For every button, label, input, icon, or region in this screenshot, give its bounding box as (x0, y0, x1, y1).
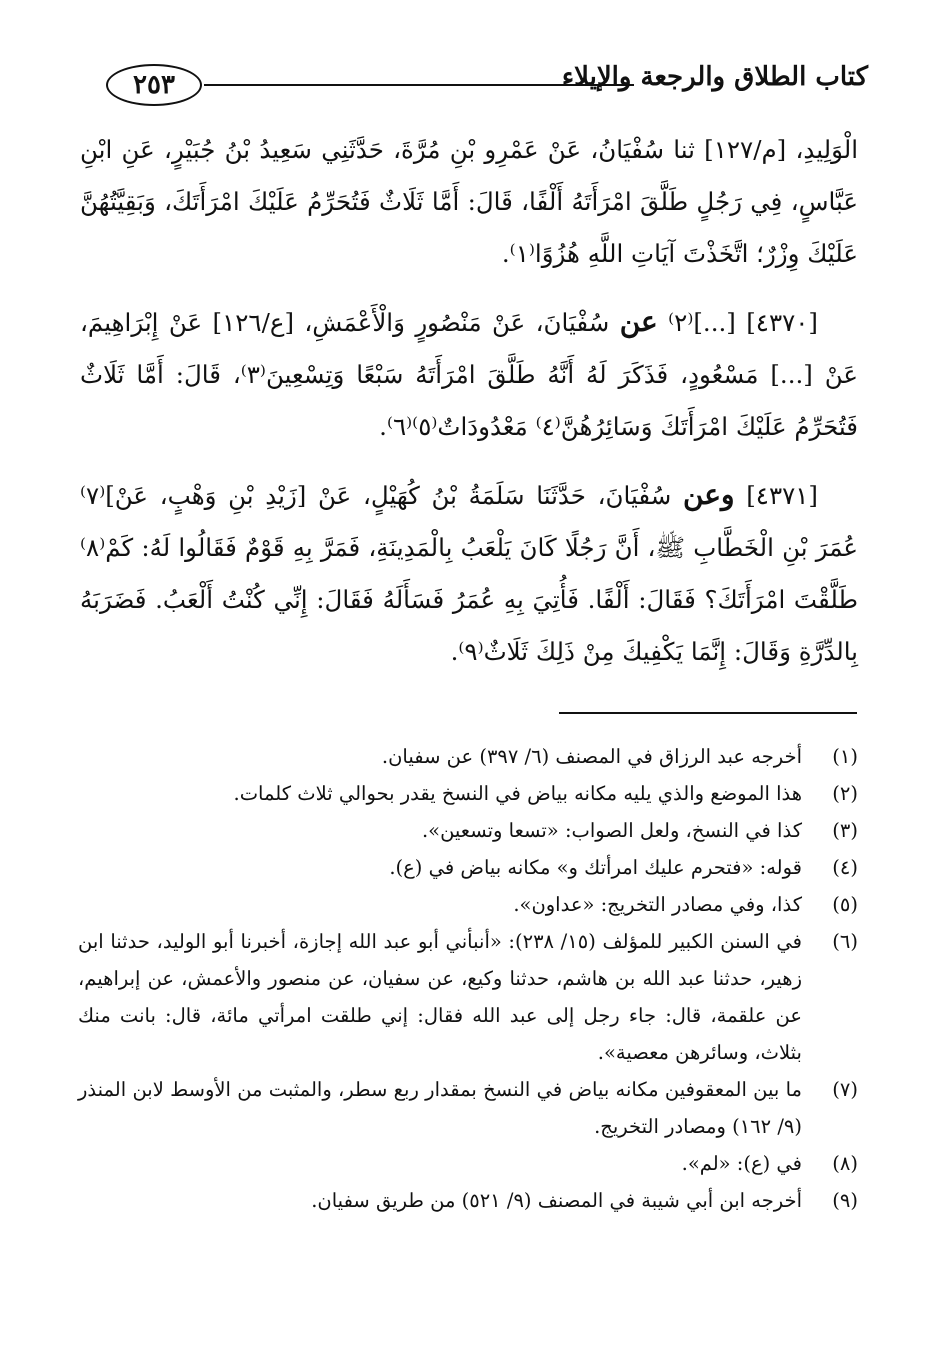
footnote-item (78, 1071, 858, 1145)
paragraph-text: سُفْيَانَ، حَدَّثَنَا سَلَمَةُ بْنُ كُهَيْلٍ، عَنْ [زَيْدِ بْنِ وَهْبٍ، عَنْ]⁽٧⁾ عُمَرَ بْنِ الْخَطَّابِ ﷺ، أَنَّ رَجُلًا كَانَ يَلْعَبُ بِالْمَدِينَةِ، فَمَرَّ بِهِ قَوْمٌ فَقَالُوا لَهُ: كَمْ⁽٨⁾ طَلَّقْتَ امْرَأَتَكَ؟ فَقَالَ: أَلْفًا. فَأُتِيَ بِهِ عُمَرُ فَسَأَلَهُ فَقَالَ: إِنِّي كُنْتُ أَلْعَبُ. فَضَرَبَهُ بِالدِّرَّةِ وَقَالَ: إِنَّمَا يَكْفِيكَ مِنْ ذَلِكَ ثَلَاثٌ⁽٩⁾. (80, 481, 858, 666)
footnote-number: (٣) (832, 819, 858, 842)
book-title: كتاب الطلاق والرجعة والإيلاء (561, 62, 868, 92)
footnote-item (78, 1182, 858, 1219)
footnote-item (78, 886, 858, 923)
footnote-number: (٦) (832, 930, 858, 953)
footnote-text: هذا الموضع والذي يليه مكانه بياض في النسخ يقدر بحوالي ثلاث كلمات. (233, 782, 802, 805)
footnotes-list (78, 738, 858, 1219)
paragraph-text: الْوَلِيدِ، [م/١٢٧] ثنا سُفْيَانُ، عَنْ عَمْرِو بْنِ مُرَّةَ، حَدَّثَنِي سَعِيدُ بْنُ جُبَيْرٍ، عَنِ ابْنِ عَبَّاسٍ، فِي رَجُلٍ طَلَّقَ امْرَأَتَهُ أَلْفًا، قَالَ: أَمَّا ثَلَاثٌ فَتُحَرِّمُ عَلَيْكَ امْرَأَتَكَ، وَبَقِيَّتُهُنَّ عَلَيْكَ وِزْرٌ؛ اتَّخَذْتَ آيَاتِ اللَّهِ هُزُوًا⁽١⁾. (80, 135, 859, 268)
paragraph-4371 (80, 469, 858, 678)
footnote-number: (٨) (832, 1152, 858, 1175)
page-number: ٢٥٣ (106, 64, 202, 106)
footnote-text: قوله: «فتحرم عليك امرأتك و» مكانه بياض في (ع). (389, 856, 802, 879)
footnote-number: (٤) (832, 856, 858, 879)
paragraph-continuation (80, 124, 858, 280)
footnote-text: كذا، وفي مصادر التخريج: «عداون». (513, 893, 802, 916)
footnote-item (78, 1145, 858, 1182)
footnote-number: (٩) (832, 1189, 858, 1212)
hadith-number: [٤٣٧٠] [...]⁽٢⁾ (668, 308, 818, 337)
main-text (80, 124, 858, 678)
footnote-item (78, 812, 858, 849)
footnote-text: في السنن الكبير للمؤلف (١٥/ ٢٣٨): «أنبأني أبو عبد الله إجازة، أخبرنا أبو الوليد، حدثنا ابن زهير، حدثنا عبد الله بن هاشم، حدثنا وكيع، عن سفيان، عن منصور والأعمش، عن إبراهيم، عن علقمة، قال: جاء رجل إلى عبد الله فقال: إني طلقت امرأتي مائة، قال: بانت منك بثلاث، وسائرهن معصية». (78, 930, 802, 1064)
paragraph-4370 (80, 296, 858, 453)
footnote-text: كذا في النسخ، ولعل الصواب: «تسعا وتسعين». (421, 819, 802, 842)
footnote-text: أخرجه ابن أبي شيبة في المصنف (٩/ ٥٢١) من طريق سفيان. (311, 1189, 802, 1212)
footnote-item (78, 738, 858, 775)
footnote-text: في (ع): «لم». (681, 1152, 802, 1175)
footnote-number: (٥) (832, 893, 858, 916)
page-header (100, 62, 868, 108)
footnote-number: (٢) (832, 782, 858, 805)
paragraph-text: سُفْيَانَ، عَنْ مَنْصُورٍ وَالْأَعْمَشِ، [ع/١٢٦] عَنْ إِبْرَاهِيمَ، عَنْ [...] مَسْعُودٍ، فَذَكَرَ لَهُ أَنَّهُ طَلَّقَ امْرَأَتَهُ سَبْعًا وَتِسْعِينَ⁽٣⁾، قَالَ: أَمَّا ثَلَاثٌ فَتُحَرِّمُ عَلَيْكَ امْرَأَتَكَ وَسَائِرُهُنَّ⁽٤⁾ مَعْدُودَاتٌ⁽٥⁾⁽٦⁾. (80, 308, 858, 441)
footnote-item (78, 775, 858, 812)
footnote-number: (٧) (832, 1078, 858, 1101)
footnote-text: أخرجه عبد الرزاق في المصنف (٦/ ٣٩٧) عن سفيان. (381, 745, 802, 768)
footnote-separator (559, 712, 857, 714)
hadith-number: [٤٣٧١] (746, 481, 818, 510)
hadith-lead-word: وعن (682, 478, 735, 511)
footnote-number: (١) (832, 745, 858, 768)
footnote-item (78, 923, 858, 1071)
footnote-text: ما بين المعقوفين مكانه بياض في النسخ بمقدار ربع سطر، والمثبت من الأوسط لابن المنذر (٩/ ١٦٢) ومصادر التخريج. (78, 1078, 802, 1138)
footnote-item (78, 849, 858, 886)
hadith-lead-word: عن (619, 305, 658, 338)
